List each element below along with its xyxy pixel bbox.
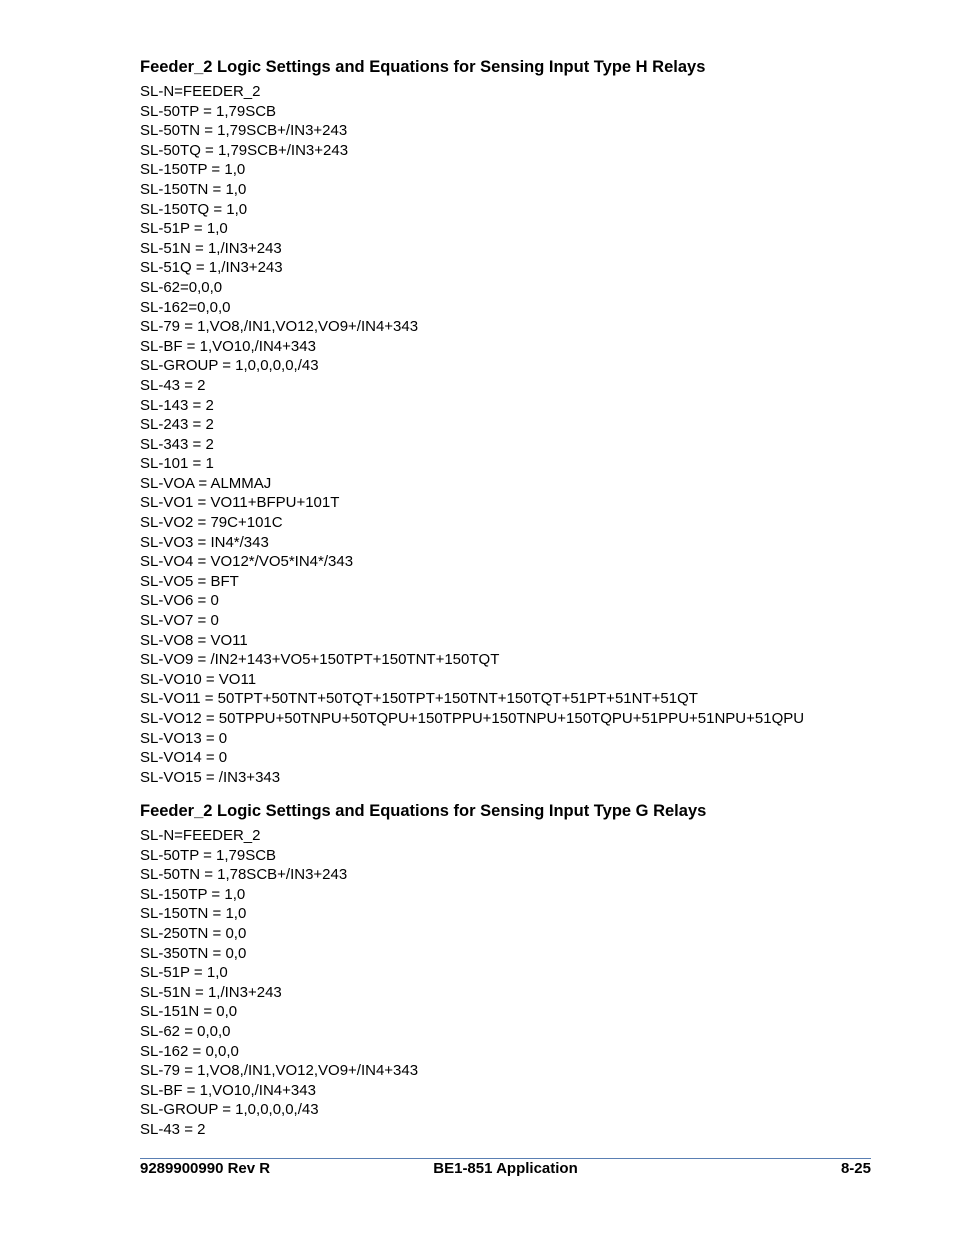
- setting-line: SL-51P = 1,0: [140, 964, 228, 982]
- setting-line: SL-N=FEEDER_2: [140, 83, 261, 100]
- setting-line: SL-BF = 1,VO10,/IN4+343: [140, 337, 316, 355]
- setting-line: SL-79 = 1,VO8,/IN1,VO12,VO9+/IN4+343: [140, 1062, 419, 1080]
- setting-line: SL-150TP = 1,0: [140, 885, 246, 903]
- footer-title: BE1-851 Application: [433, 1160, 578, 1177]
- page-footer: [140, 1160, 871, 1180]
- setting-line: SL-79 = 1,VO8,/IN1,VO12,VO9+/IN4+343: [140, 318, 419, 336]
- setting-line: SL-162=0,0,0: [140, 298, 231, 316]
- settings-list: [140, 826, 860, 1140]
- setting-line: SL-VO8 = VO11: [140, 631, 248, 649]
- settings-list: [140, 82, 860, 787]
- setting-line: SL-VO4 = VO12*/VO5*IN4*/343: [140, 553, 354, 571]
- setting-line: SL-143 = 2: [140, 396, 214, 414]
- setting-line: SL-N=FEEDER_2: [140, 827, 261, 844]
- setting-line: SL-VO13 = 0: [140, 729, 228, 747]
- setting-line: SL-VO9 = /IN2+143+VO5+150TPT+150TNT+150TQT: [140, 651, 500, 669]
- setting-line: SL-50TN = 1,78SCB+/IN3+243: [140, 866, 348, 884]
- setting-line: SL-50TP = 1,79SCB: [140, 102, 277, 120]
- setting-line: SL-62 = 0,0,0: [140, 1022, 231, 1040]
- setting-line: SL-243 = 2: [140, 416, 214, 434]
- setting-line: SL-VO3 = IN4*/343: [140, 533, 269, 551]
- setting-line: SL-62=0,0,0: [140, 278, 223, 296]
- section-type-h: [140, 57, 860, 787]
- setting-line: SL-VO10 = VO11: [140, 670, 257, 688]
- setting-line: SL-VO15 = /IN3+343: [140, 768, 281, 786]
- setting-line: SL-51P = 1,0: [140, 220, 228, 238]
- setting-line: SL-VO2 = 79C+101C: [140, 514, 283, 532]
- setting-line: SL-GROUP = 1,0,0,0,0,/43: [140, 1101, 319, 1119]
- setting-line: SL-VO11 = 50TPT+50TNT+50TQT+150TPT+150TNT+150TQT+51PT+51NT+51QT: [140, 690, 698, 708]
- setting-line: SL-350TN = 0,0: [140, 944, 247, 962]
- setting-line: SL-150TP = 1,0: [140, 161, 246, 179]
- setting-line: SL-VO7 = 0: [140, 612, 219, 630]
- setting-line: SL-250TN = 0,0: [140, 924, 247, 942]
- setting-line: SL-150TQ = 1,0: [140, 200, 248, 218]
- setting-line: SL-50TQ = 1,79SCB+/IN3+243: [140, 141, 349, 159]
- setting-line: SL-51N = 1,/IN3+243: [140, 239, 282, 257]
- setting-line: SL-51N = 1,/IN3+243: [140, 983, 282, 1001]
- setting-line: SL-VO12 = 50TPPU+50TNPU+50TQPU+150TPPU+150TNPU+150TQPU+51PPU+51NPU+51QPU: [140, 710, 805, 727]
- setting-line: SL-43 = 2: [140, 1120, 206, 1138]
- setting-line: SL-151N = 0,0: [140, 1003, 238, 1021]
- setting-line: SL-150TN = 1,0: [140, 180, 247, 198]
- section-heading: Feeder_2 Logic Settings and Equations for Sensing Input Type G Relays: [140, 802, 707, 820]
- setting-line: SL-VO14 = 0: [140, 749, 228, 767]
- section-type-g: [140, 801, 860, 1140]
- footer-divider: [140, 1158, 871, 1159]
- setting-line: SL-50TP = 1,79SCB: [140, 846, 277, 864]
- setting-line: SL-VO6 = 0: [140, 592, 219, 610]
- setting-line: SL-51Q = 1,/IN3+243: [140, 259, 283, 277]
- section-heading: Feeder_2 Logic Settings and Equations for Sensing Input Type H Relays: [140, 58, 706, 76]
- setting-line: SL-162 = 0,0,0: [140, 1042, 239, 1060]
- setting-line: SL-101 = 1: [140, 455, 214, 473]
- setting-line: SL-343 = 2: [140, 435, 214, 453]
- setting-line: SL-43 = 2: [140, 376, 206, 394]
- setting-line: SL-BF = 1,VO10,/IN4+343: [140, 1081, 316, 1099]
- setting-line: SL-50TN = 1,79SCB+/IN3+243: [140, 122, 348, 140]
- footer-page-number: 8-25: [840, 1160, 871, 1177]
- setting-line: SL-GROUP = 1,0,0,0,0,/43: [140, 357, 319, 375]
- setting-line: SL-VO5 = BFT: [140, 572, 239, 590]
- footer-doc-number: 9289900990 Rev R: [140, 1160, 271, 1177]
- setting-line: SL-150TN = 1,0: [140, 905, 247, 923]
- setting-line: SL-VOA = ALMMAJ: [140, 474, 272, 492]
- setting-line: SL-VO1 = VO11+BFPU+101T: [140, 494, 340, 512]
